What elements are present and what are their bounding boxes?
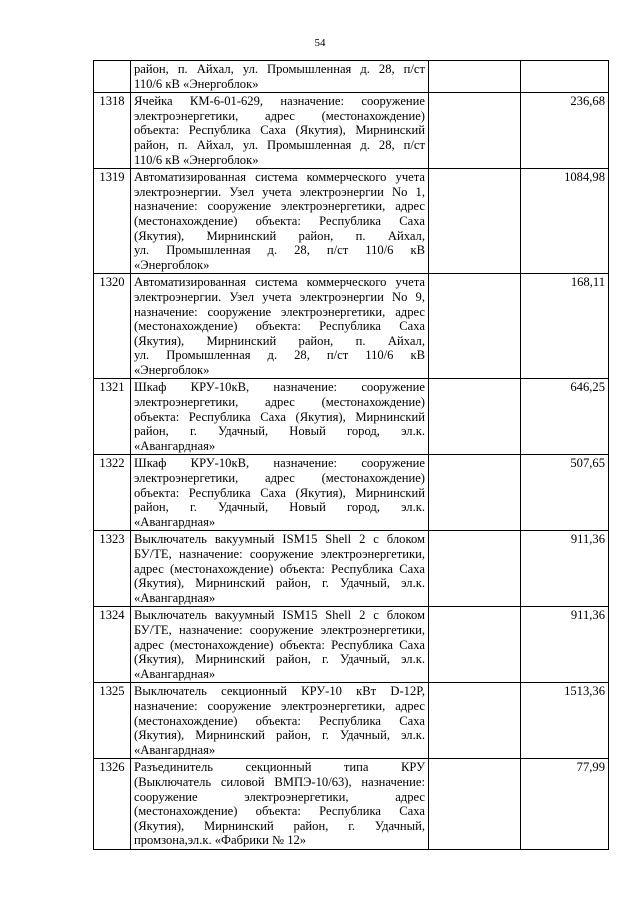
description-line: Выключатель секционный КРУ-10 кВт D-12P,: [134, 684, 425, 699]
description-line: БУ/ТЕ, назначение: сооружение электроэнергетики,: [134, 547, 425, 561]
description-line: «Авангардная»: [134, 590, 216, 605]
empty-cell: [429, 759, 521, 850]
description-line: объекта: Республика Саха (Якутия), Мирнинский: [134, 123, 425, 138]
object-description: [131, 759, 429, 850]
table-row: [94, 93, 609, 169]
table-row: [94, 61, 609, 93]
description-line: Шкаф КРУ-10кВ, назначение: сооружение: [134, 380, 425, 395]
empty-cell: [429, 531, 521, 607]
object-description: [131, 531, 429, 607]
description-line: промзона,эл.к. «Фабрики № 12»: [134, 833, 307, 848]
row-number: 1325: [94, 683, 131, 759]
description-line: район, г. Удачный, Новый город, эл.к.: [134, 424, 425, 439]
description-line: Выключатель вакуумный ISM15 Shell 2 с блоком: [134, 532, 425, 547]
description-line: (Якутия), Мирнинский район, г. Удачный, эл.к.: [134, 652, 425, 667]
book-value: 911,36: [521, 531, 609, 607]
row-number: 1319: [94, 169, 131, 274]
description-line: электроэнергетики, адрес (местонахождение): [134, 395, 425, 410]
description-line: (Якутия), Мирнинский район, п. Айхал,: [134, 228, 425, 243]
description-line: Разъединитель секционный типа КРУ: [134, 760, 425, 775]
description-line: сооружение электроэнергетики, адрес: [134, 789, 425, 804]
description-line: электроэнергетики, адрес (местонахождение): [134, 471, 425, 486]
description-line: район, г. Удачный, Новый город, эл.к.: [134, 500, 425, 515]
description-line: «Авангардная»: [134, 742, 216, 757]
object-description: [131, 274, 429, 379]
registry-table-body: [94, 61, 609, 850]
table-row: [94, 455, 609, 531]
description-line: ул. Промышленная д. 28, п/ст 110/6 кВ: [134, 243, 425, 258]
description-line: (Якутия), Мирнинский район, г. Удачный,: [134, 818, 425, 833]
row-number: 1322: [94, 455, 131, 531]
description-line: Автоматизированная система коммерческого учета: [134, 170, 425, 185]
book-value: 1084,98: [521, 169, 609, 274]
table-row: [94, 274, 609, 379]
table-row: [94, 683, 609, 759]
table-row: [94, 607, 609, 683]
empty-cell: [429, 683, 521, 759]
object-description: [131, 455, 429, 531]
description-line: Ячейка КМ-6-01-629, назначение: сооружение: [134, 94, 425, 109]
description-line: назначение: сооружение электроэнергетики, адрес: [134, 199, 425, 214]
description-line: (местонахождение) объекта: Республика Саха: [134, 713, 425, 728]
description-line: (Якутия), Мирнинский район, г. Удачный, эл.к.: [134, 728, 425, 743]
description-line: «Авангардная»: [134, 514, 216, 529]
book-value: 507,65: [521, 455, 609, 531]
description-line: адрес (местонахождение) объекта: Республика Саха: [134, 637, 425, 652]
description-line: (местонахождение) объекта: Республика Саха: [134, 319, 425, 334]
object-description: [131, 683, 429, 759]
table-row: [94, 379, 609, 455]
property-registry-table: [93, 60, 609, 850]
object-description: [131, 93, 429, 169]
description-line: (местонахождение) объекта: Республика Саха: [134, 804, 425, 819]
book-value: 1513,36: [521, 683, 609, 759]
row-number: 1318: [94, 93, 131, 169]
row-number: 1324: [94, 607, 131, 683]
description-line: назначение: сооружение электроэнергетики, адрес: [134, 304, 425, 319]
description-line: электроэнергетики, адрес (местонахождение): [134, 108, 425, 123]
empty-cell: [429, 455, 521, 531]
description-line: 110/6 кВ «Энергоблок»: [134, 76, 259, 91]
description-line: объекта: Республика Саха (Якутия), Мирнинский: [134, 485, 425, 500]
object-description: [131, 169, 429, 274]
page-number: 54: [314, 37, 326, 49]
row-number: 1321: [94, 379, 131, 455]
object-description: [131, 379, 429, 455]
description-line: Шкаф КРУ-10кВ, назначение: сооружение: [134, 456, 425, 471]
description-line: (Выключатель силовой ВМПЭ-10/63), назначение:: [134, 774, 425, 789]
description-line: назначение: сооружение электроэнергетики, адрес: [134, 698, 425, 713]
description-line: объекта: Республика Саха (Якутия), Мирнинский: [134, 409, 425, 424]
row-number: 1323: [94, 531, 131, 607]
description-line: район, п. Айхал, ул. Промышленная д. 28, п/ст: [134, 62, 425, 76]
book-value: 236,68: [521, 93, 609, 169]
empty-cell: [429, 379, 521, 455]
description-line: (Якутия), Мирнинский район, г. Удачный, эл.к.: [134, 576, 425, 591]
description-line: «Авангардная»: [134, 666, 216, 681]
book-value: 646,25: [521, 379, 609, 455]
description-line: «Энергоблок»: [134, 257, 210, 272]
empty-cell: [429, 607, 521, 683]
row-number: [94, 61, 131, 93]
object-description: [131, 607, 429, 683]
description-line: Автоматизированная система коммерческого учета: [134, 275, 425, 290]
book-value: 911,36: [521, 607, 609, 683]
book-value: 77,99: [521, 759, 609, 850]
empty-cell: [429, 61, 521, 93]
table-row: [94, 531, 609, 607]
description-line: (местонахождение) объекта: Республика Саха: [134, 213, 425, 228]
description-line: БУ/ТЕ, назначение: сооружение электроэнергетики,: [134, 622, 425, 637]
description-line: электроэнергии. Узел учета электроэнергии No 9,: [134, 289, 425, 304]
description-line: (Якутия), Мирнинский район, п. Айхал,: [134, 333, 425, 348]
table-row: [94, 169, 609, 274]
description-line: район, п. Айхал, ул. Промышленная д. 28, п/ст: [134, 137, 425, 152]
empty-cell: [429, 169, 521, 274]
description-line: «Энергоблок»: [134, 362, 210, 377]
description-line: «Авангардная»: [134, 438, 216, 453]
row-number: 1320: [94, 274, 131, 379]
empty-cell: [429, 274, 521, 379]
description-line: ул. Промышленная д. 28, п/ст 110/6 кВ: [134, 348, 425, 363]
object-description: [131, 61, 429, 93]
table-row: [94, 759, 609, 850]
row-number: 1326: [94, 759, 131, 850]
description-line: 110/6 кВ «Энергоблок»: [134, 152, 259, 167]
description-line: Выключатель вакуумный ISM15 Shell 2 с блоком: [134, 608, 425, 623]
book-value: [521, 61, 609, 93]
description-line: адрес (местонахождение) объекта: Республика Саха: [134, 561, 425, 576]
empty-cell: [429, 93, 521, 169]
book-value: 168,11: [521, 274, 609, 379]
description-line: электроэнергии. Узел учета электроэнергии No 1,: [134, 184, 425, 199]
